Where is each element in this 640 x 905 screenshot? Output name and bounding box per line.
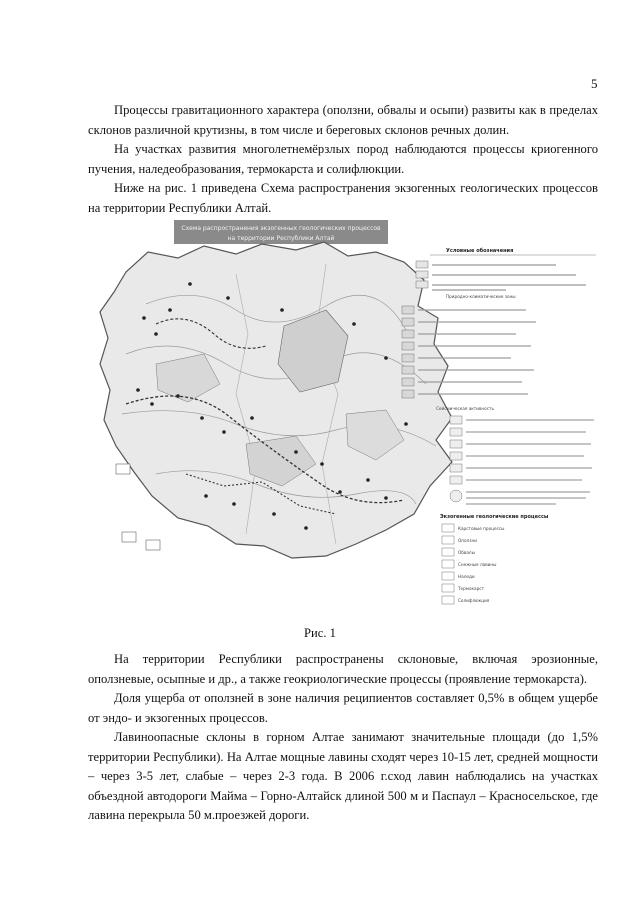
figure-subtitle: на территории Республики Алтай xyxy=(227,235,335,242)
paragraph: На участках развития многолетнемёрзлых пород наблюдаются процессы криогенного пучения, наледеобразования, термокарста и солифлюкции. xyxy=(88,142,598,176)
figure-caption: Рис. 1 xyxy=(304,626,336,640)
figure-title: Схема распространения экзогенных геологических процессов xyxy=(181,225,381,232)
legend-item: Солифлюкция xyxy=(458,598,490,603)
paragraph: На территории Республики распространены склоновые, включая эрозионные, оползневые, осыпные и др., а также геокриологические процессы (проявление термокарста). xyxy=(88,652,598,686)
legend-item: Карстовые процессы xyxy=(458,526,505,531)
legend-item: Термокарст xyxy=(458,586,485,591)
paragraph: Ниже на рис. 1 приведена Схема распространения экзогенных геологических процессов на территории Республики Алтай. xyxy=(88,181,598,215)
legend-item: Обвалы xyxy=(458,550,475,555)
paragraph: Лавиноопасные склоны в горном Алтае занимают значительные площади (до 1,5% территории Республики). На Алтае мощные лавины сходят через 10-15 лет, средней мощности – через 3-5 лет, слабые – через 2-3 года. В 2006 г.сход лавин наблюдались на участках объездной автодороги Майма – Горно-Алтайск длиной 500 м и Паспаул – Красносельское, где лавина перекрыла 50 м.проезжей дороги. xyxy=(88,730,598,822)
legend-section-seismic: Сейсмическая активность xyxy=(436,406,494,411)
legend-item: Наледи xyxy=(458,574,475,579)
page-number: 5 xyxy=(591,76,598,91)
legend-section-climate: Природно-климатические зоны xyxy=(446,294,516,299)
figure-map xyxy=(86,214,598,614)
legend-section-exogenous: Экзогенные геологические процессы xyxy=(440,514,549,520)
legend-heading: Условные обозначения xyxy=(446,248,514,254)
paragraph: Доля ущерба от оползней в зоне наличия реципиентов составляет 0,5% в общем ущербе от эндо- и экзогенных процессов. xyxy=(88,691,598,725)
legend-item: Оползни xyxy=(458,538,477,543)
legend-item: Снежные лавины xyxy=(458,562,497,567)
paragraph: Процессы гравитационного характера (оползни, обвалы и осыпи) развиты как в пределах склонов различной крутизны, в том числе и береговых склонов речных долин. xyxy=(88,103,598,137)
